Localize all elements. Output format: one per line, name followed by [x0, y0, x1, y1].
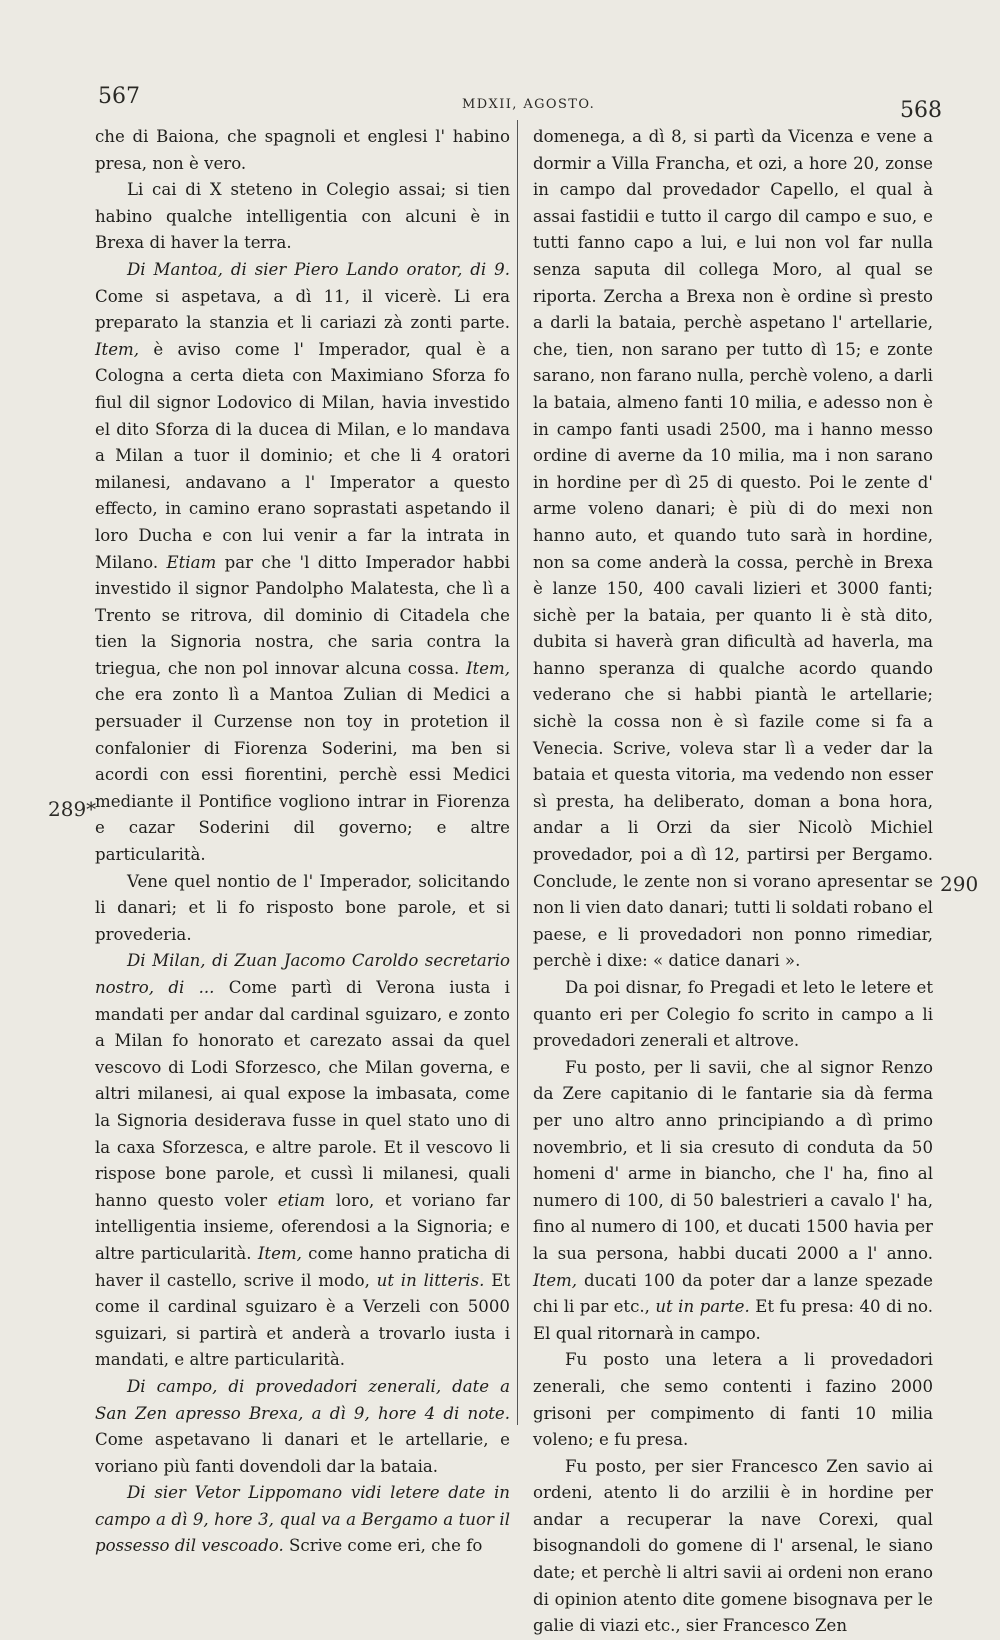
column-divider [517, 120, 518, 1425]
margin-note-left: 289* [48, 797, 97, 821]
paragraph [95, 1480, 510, 1560]
text-run: Li cai di X steteno in Colegio assai; si tien habino qualche intelligentia con alcuni è in Brexa di haver la terra. [95, 180, 510, 253]
paragraph [95, 124, 510, 177]
italic-run: etiam [277, 1190, 326, 1210]
italic-run: Item, [533, 1270, 578, 1290]
text-run: Vene quel nontio de l' Imperador, solicitando li danari; et li fo risposto bone parole, et si provederia. [95, 871, 510, 944]
text-run: che di Baiona, che spagnoli et englesi l' habino presa, non è vero. [95, 127, 510, 173]
text-run: par che 'l ditto Imperador habbi investido il signor Pandolpho Malatesta, che lì a Trento se ritrova, dil dominio di Citadela che tien la Signoria nostra, che saria contra la triegua, che non pol innovar alcuna cossa. [95, 552, 510, 678]
text-run: è aviso come l' Imperador, qual è a Cologna a certa dieta con Maximiano Sforza fo fiul dil signor Lodovico di Milan, havia investido el dito Sforza di la ducea di Milan, e lo mandava a Milan a tuor il dominio; et che li 4 oratori milanesi, andavano a l' Imperator a questo effecto, in camino erano soprastati aspetando il loro Ducha e con lui venir a far la intrata in Milano. [95, 339, 510, 572]
italic-run: Di Milan, di Zuan Jacomo Caroldo secretario nostro, di ... [95, 951, 510, 997]
running-head: MDXII, AGOSTO. [462, 97, 596, 112]
paragraph [533, 1055, 933, 1348]
page-number-left: 567 [98, 84, 140, 109]
text-run: Da poi disnar, fo Pregadi et leto le letere et quanto eri per Colegio fo scrito in campo a li provedadori zenerali et altrove. [533, 978, 933, 1051]
paragraph [533, 1347, 933, 1453]
text-run: Et fu presa: 40 di no. El qual ritornarà in campo. [533, 1297, 933, 1343]
page-number-right: 568 [900, 98, 942, 123]
text-run: Scrive come eri, che fo [283, 1536, 483, 1556]
text-run: Come partì di Verona iusta i mandati per andar dal cardinal sguizaro, e zonto a Milan fo honorato et carezato assai da quel vescovo di Lodi Sforzesco, che Milan governa, e altri milanesi, ai qual expose la imbasata, come la Signoria desiderava fusse in quel stato uno di la caxa Sforzesca, e altre parole. Et il vescovo li rispose bone parole, et cussì li milanesi, quali hanno questo voler [95, 978, 510, 1210]
text-run: Fu posto, per li savii, che al signor Renzo da Zere capitanio di le fantarie sia dà ferma per uno altro anno principiando a dì primo novembrio, et li sia cresuto di conduta da 50 homeni d' arme in biancho, che l' ha, fino al numero di 100, di 50 balestrieri a cavalo l' ha, fino al numero di 100, et ducati 1500 havia per la sua persona, habbi ducati 2000 a l' anno. [533, 1057, 933, 1263]
text-run: Et come il cardinal sguizaro è a Verzeli con 5000 sguizari, si partirà et anderà a trovarlo iusta i mandati, e altre particularità. [95, 1270, 510, 1370]
text-run: che era zonto lì a Mantoa Zulian di Medici a persuader il Curzense non toy in protetion il confalonier di Fiorenza Soderini, ma ben si acordi con essi fiorentini, perchè essi Medici mediante il Pontifice vogliono intrar in Fiorenza e cazar Soderini dil governo; e altre particularità. [95, 685, 510, 865]
italic-run: Item, [95, 339, 140, 359]
text-run: ducati 100 da poter dar a lanze spezade chi li par etc., [533, 1270, 933, 1317]
paragraph [533, 1454, 933, 1640]
text-run: domenega, a dì 8, si partì da Vicenza e vene a dormir a Villa Francha, et ozi, a hore 20, zonse in campo dal provedador Capello, el qual à assai fastidii e tutto il cargo dil campo e suo, e tutti fanno capo a lui, e lui non vol far nulla senza saputa dil collega Moro, al qual se riporta. Zercha a Brexa non è ordine sì presto a darli la bataia, perchè aspetano l' artellarie, che, tien, non sarano per tutto dì 15; e zonte sarano, non farano nulla, perchè voleno, a darli la bataia, almeno fanti 10 milia, e adesso non è in campo fanti usadi 2500, ma i hanno messo ordine di averne da 10 milia, ma i non sarano in hordine per dì 25 di questo. Poi le zente d' arme voleno danari; è più di do mexi non hanno auto, et quando tuto sarà in hordine, non sa come anderà la cossa, perchè in Brexa è lanze 150, 400 cavali lizieri et 3000 fanti; sichè per la bataia, per quanto li è stà dito, dubita si haverà gran dificultà ad haverla, ma hanno speranza di qualche acordo quando vederano che si habbi piantà le artellarie; sichè la cossa non è sì fazile come si fa a Venecia. Scrive, voleva star lì a veder dar la bataia et questa vitoria, ma vedendo non esser sì presta, ha deliberato, doman a bona hora, andar a li Orzi da sier Nicolò Michiel provedador, poi a dì 12, partirsi per Bergamo. Conclude, le zente non si vorano apresentar se non li vien dato danari; tutti li soldati robano el paese, e li provedadori non ponno rimediar, perchè i dixe: « datice danari ». [533, 127, 933, 971]
text-run: Come si aspetava, a dì 11, il vicerè. Li era preparato la stanzia et li cariazi zà zonti parte. [95, 286, 510, 333]
italic-run: Item, [257, 1243, 302, 1263]
paragraph [95, 869, 510, 949]
left-column [95, 124, 510, 1560]
italic-run: Item, [465, 658, 510, 678]
text-run: Fu posto una letera a li provedadori zenerali, che semo contenti i fazino 2000 grisoni per compimento di fanti 10 milia voleno; e fu presa. [533, 1350, 933, 1450]
text-run: Come aspetavano li danari et le artellarie, e voriano più fanti dovendoli dar la bataia. [95, 1430, 510, 1476]
paragraph [95, 1374, 510, 1480]
paragraph [95, 177, 510, 257]
right-column [533, 124, 933, 1640]
italic-run: Di sier Vetor Lippomano vidi letere date in campo a dì 9, hore 3, qual va a Bergamo a tuor il possesso dil vescoado. [95, 1483, 510, 1556]
paragraph [95, 257, 510, 869]
margin-note-right: 290 [940, 872, 979, 896]
italic-run: ut in parte. [655, 1297, 750, 1317]
italic-run: Di Mantoa, di sier Piero Lando orator, di 9. [127, 259, 510, 279]
paragraph [533, 124, 933, 975]
text-run: loro, et voriano far intelligentia insieme, oferendosi a la Signoria; e altre particularità. [95, 1190, 510, 1263]
text-run: come hanno praticha di haver il castello, scrive il modo, [95, 1243, 510, 1290]
italic-run: ut in litteris. [376, 1270, 485, 1290]
italic-run: Etiam [166, 552, 217, 572]
text-run: Fu posto, per sier Francesco Zen savio ai ordeni, atento li do arzilii è in hordine per andar a recuperar la nave Corexi, qual bisognandoli do gomene di l' arsenal, le siano date; et perchè li altri savii ai ordeni non erano di opinion atento dite gomene bisognava per le galie di viazi etc., sier Francesco Zen [533, 1456, 933, 1636]
italic-run: Di campo, di provedadori zenerali, date a San Zen apresso Brexa, a dì 9, hore 4 di note. [95, 1376, 510, 1423]
paragraph [95, 948, 510, 1374]
paragraph [533, 975, 933, 1055]
